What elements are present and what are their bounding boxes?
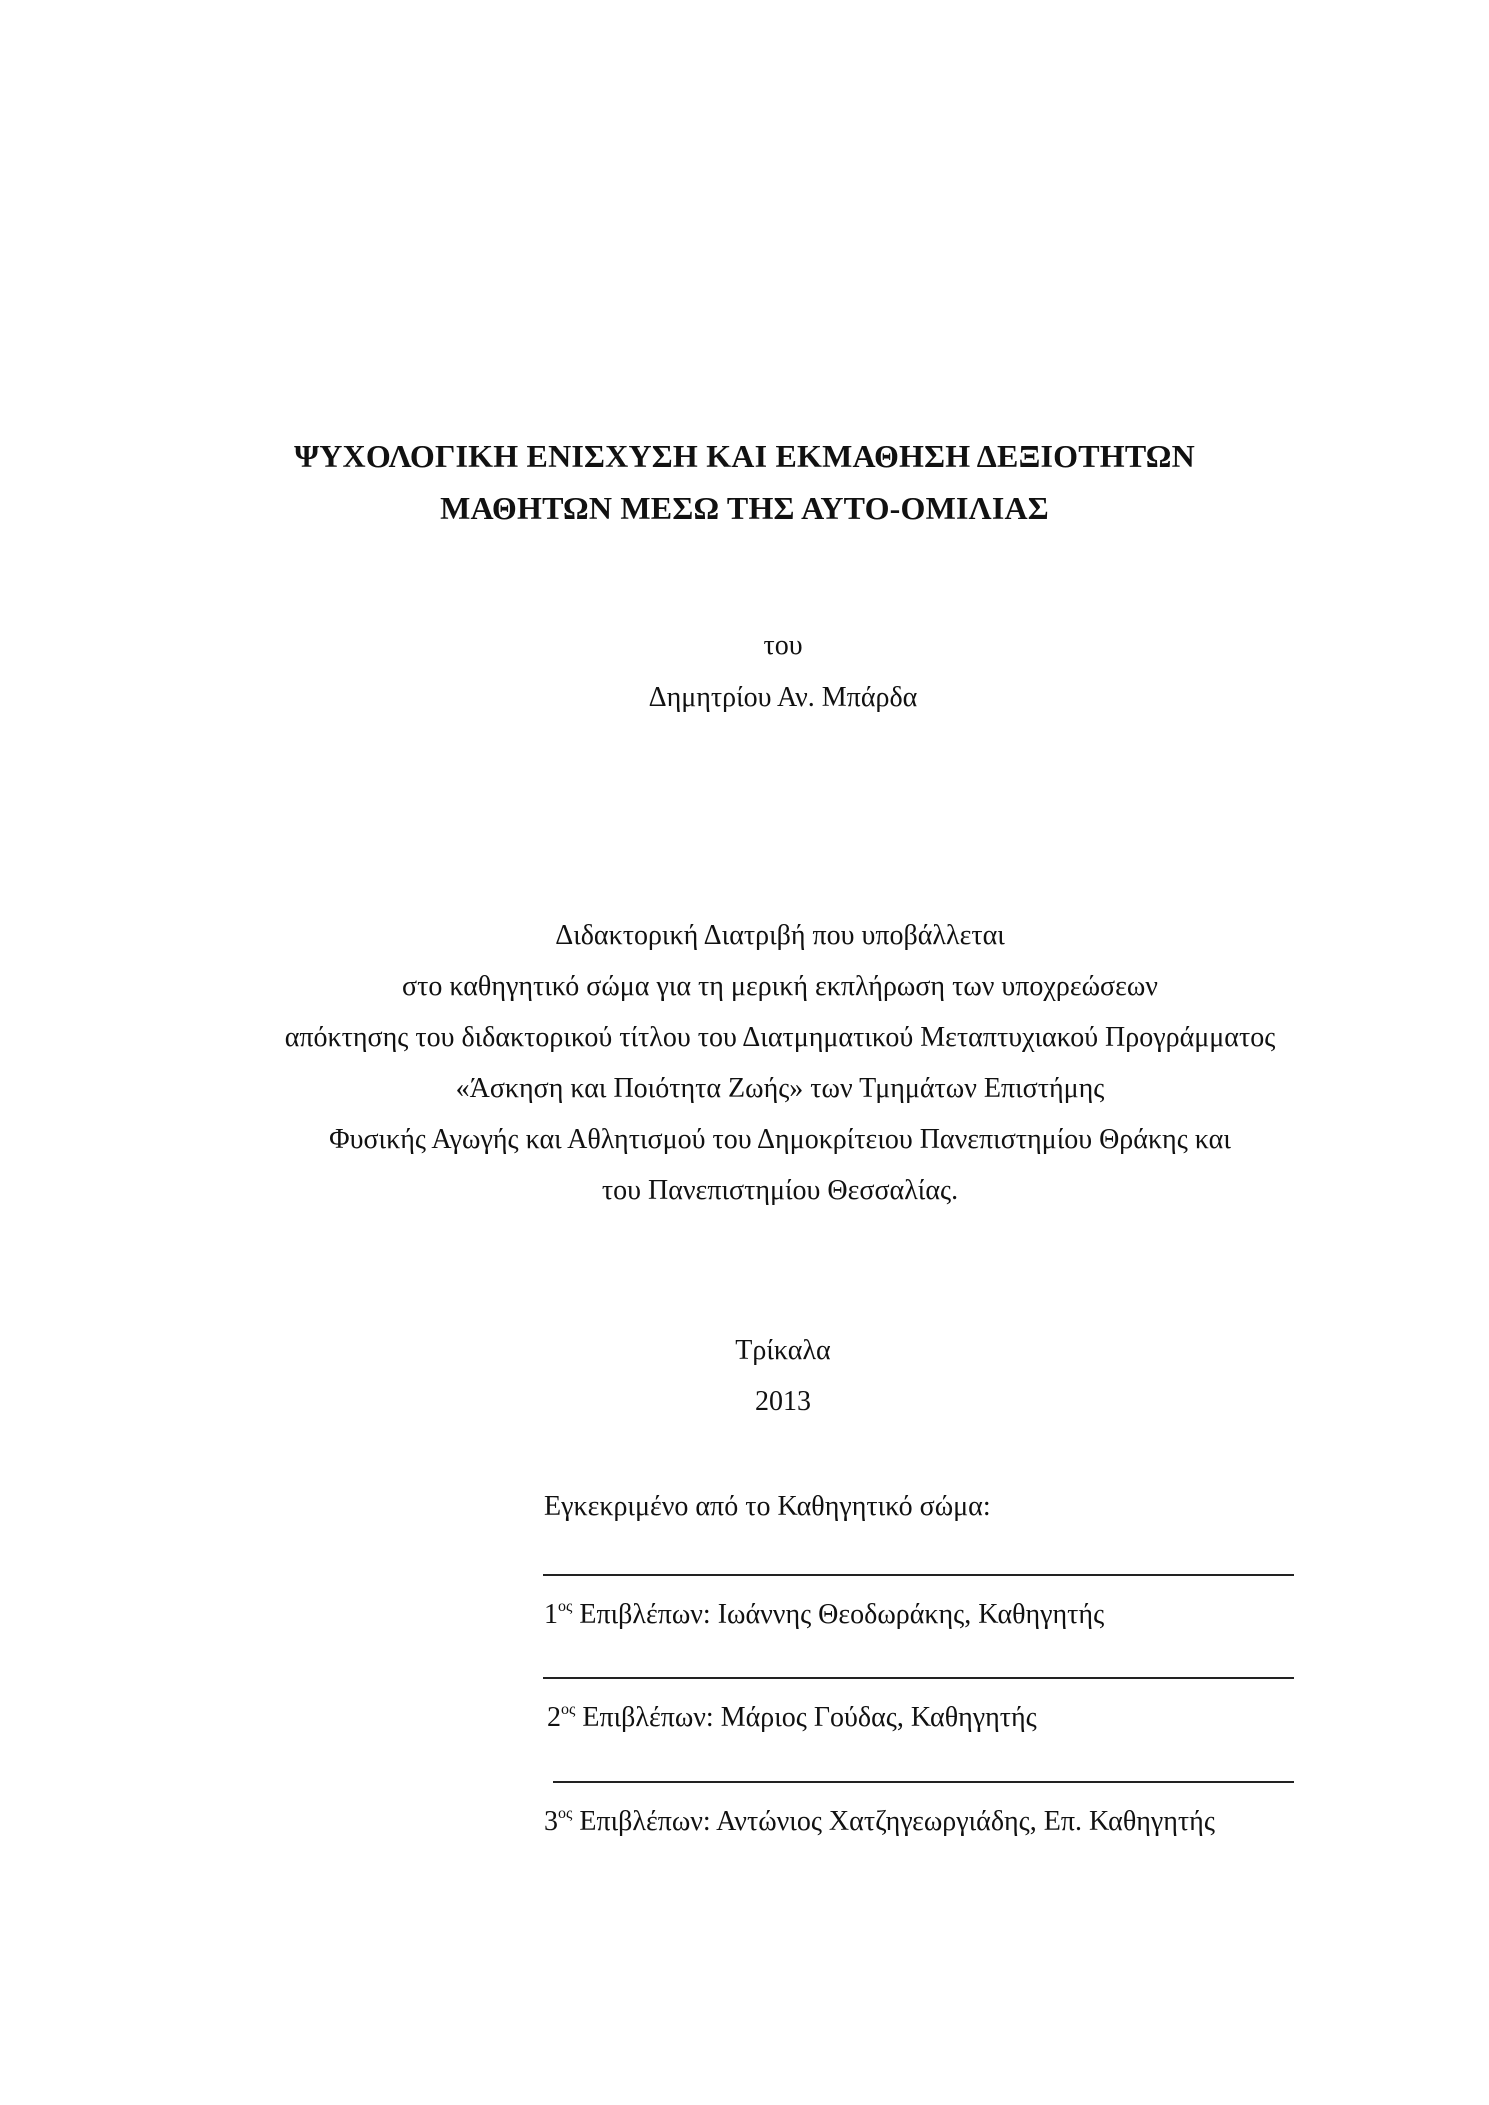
thesis-title (0, 430, 1489, 534)
signature-line-2 (543, 1677, 1294, 1679)
supervisor-2-text: Επιβλέπων: Μάριος Γούδας, Καθηγητής (575, 1702, 1037, 1733)
supervisor-1-text: Επιβλέπων: Ιωάννης Θεοδωράκης, Καθηγητής (572, 1599, 1105, 1630)
year: 2013 (755, 1386, 811, 1417)
thesis-title-line-2: ΜΑΘΗΤΩΝ ΜΕΣΩ ΤΗΣ ΑΥΤΟ-ΟΜΙΛΙΑΣ (440, 490, 1049, 526)
supervisor-2-ordinal: ος (561, 1701, 576, 1718)
supervisor-2 (547, 1698, 1037, 1738)
thesis-statement-line: Φυσικής Αγωγής και Αθλητισμού του Δημοκρίτειου Πανεπιστημίου Θράκης και (329, 1124, 1231, 1155)
signature-line-3 (553, 1781, 1294, 1783)
thesis-statement-line: του Πανεπιστημίου Θεσσαλίας. (601, 1175, 959, 1206)
supervisor-3 (544, 1802, 1215, 1842)
supervisor-3-text: Επιβλέπων: Αντώνιος Χατζηγεωργιάδης, Επ. Καθηγητής (572, 1806, 1215, 1837)
supervisor-1 (544, 1595, 1104, 1635)
supervisor-3-ordinal: ος (558, 1805, 573, 1822)
signature-line-1 (543, 1574, 1294, 1576)
author-block (0, 620, 1489, 724)
supervisor-3-number: 3 (544, 1806, 558, 1837)
supervisor-2-number: 2 (547, 1702, 561, 1733)
place: Τρίκαλα (735, 1335, 831, 1366)
approval-heading: Εγκεκριμένο από το Καθηγητικό σώμα: (544, 1491, 991, 1522)
thesis-statement-line: «Άσκηση και Ποιότητα Ζωής» των Τμημάτων Επιστήμης (455, 1073, 1105, 1104)
author-preposition: του (763, 630, 803, 661)
supervisor-1-number: 1 (544, 1599, 558, 1630)
thesis-statement-line: στο καθηγητικό σώμα για τη μερική εκπλήρωση των υποχρεώσεων (402, 971, 1158, 1002)
author-name: Δημητρίου Αν. Μπάρδα (648, 682, 918, 713)
thesis-title-line-1: ΨΥΧΟΛΟΓΙΚΗ ΕΝΙΣΧΥΣΗ ΚΑΙ ΕΚΜΑΘΗΣΗ ΔΕΞΙΟΤΗΤΩΝ (294, 438, 1195, 474)
thesis-statement (0, 910, 1489, 1216)
thesis-statement-line: Διδακτορική Διατριβή που υποβάλλεται (555, 920, 1005, 951)
place-and-year (0, 1325, 1489, 1427)
supervisor-1-ordinal: ος (558, 1598, 573, 1615)
thesis-statement-line: απόκτησης του διδακτορικού τίτλου του Διατμηματικού Μεταπτυχιακού Προγράμματος (284, 1022, 1276, 1053)
